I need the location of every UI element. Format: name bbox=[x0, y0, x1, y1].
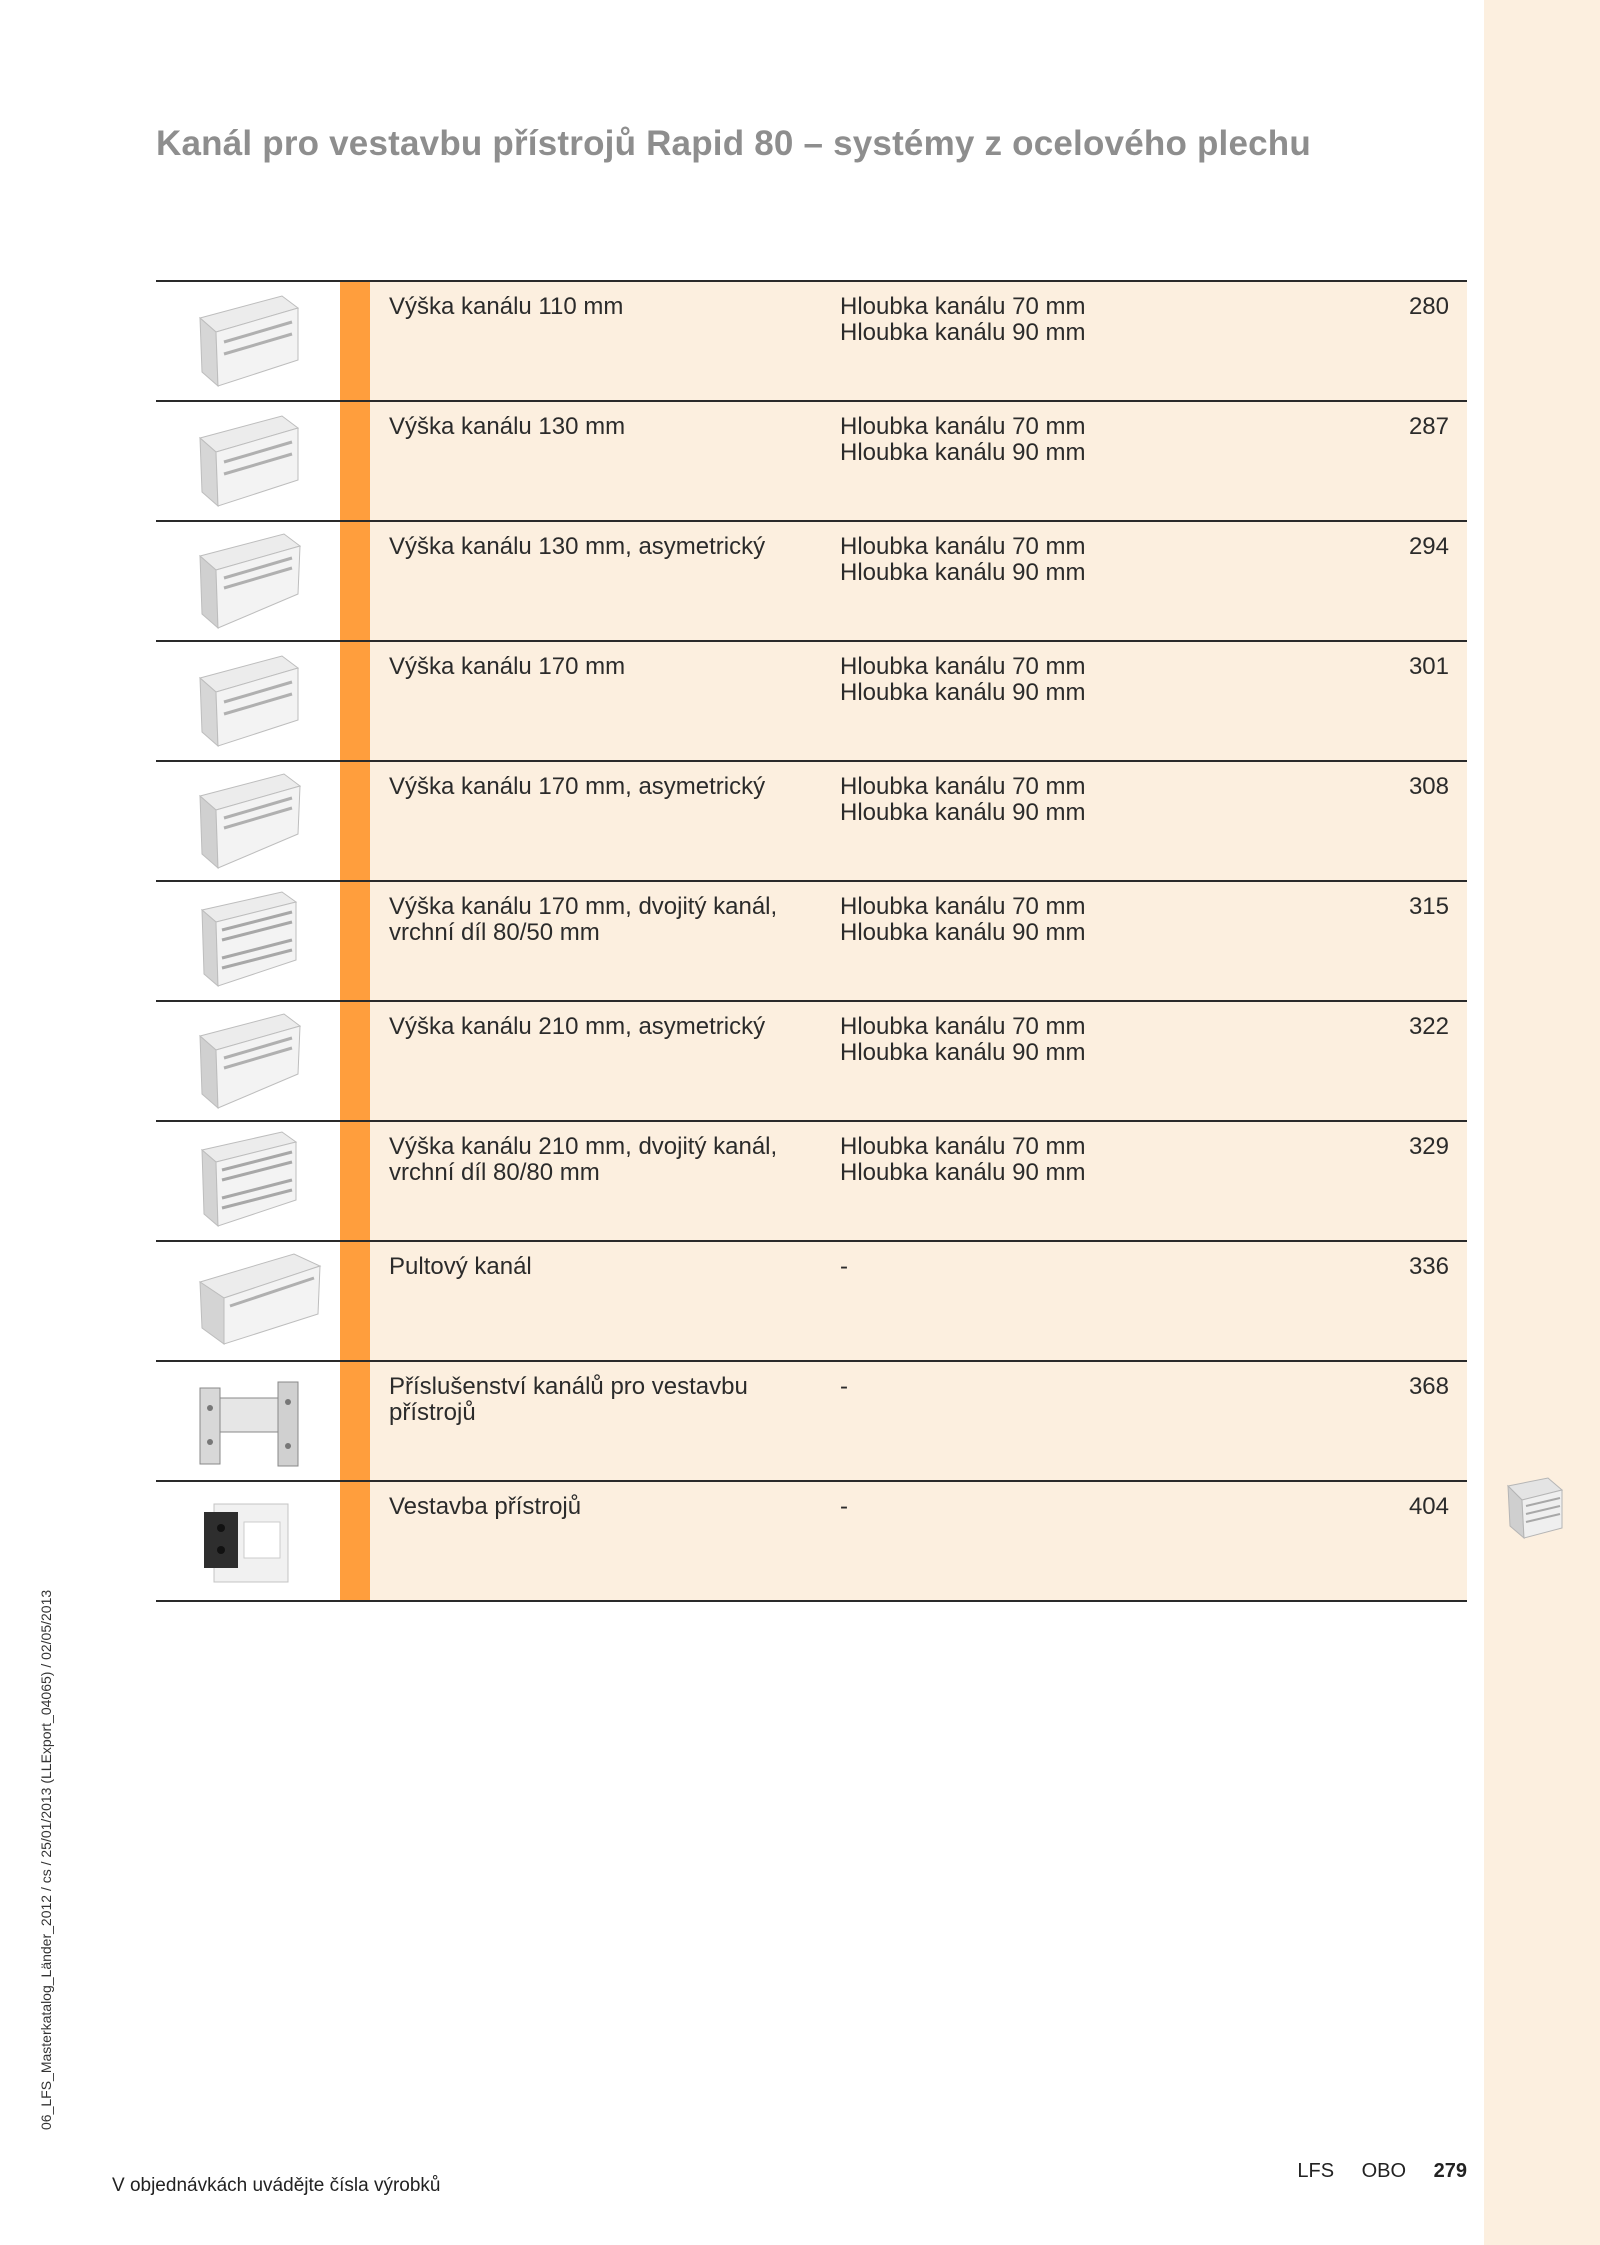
table-row bbox=[156, 760, 1467, 880]
table-row bbox=[156, 1120, 1467, 1240]
print-metadata: 06_LFS_Masterkatalog_Länder_2012 / cs / 25/01/2013 (LLExport_04065) / 02/05/2013 bbox=[38, 1589, 54, 2130]
row-depth bbox=[840, 654, 1220, 706]
row-description: Příslušenství kanálů pro vestavbu přístrojů bbox=[389, 1373, 748, 1426]
row-depth-1: - bbox=[840, 1493, 848, 1520]
row-depth bbox=[840, 1254, 1220, 1280]
accent-bar bbox=[340, 882, 370, 1000]
row-page-link[interactable]: 287 bbox=[1408, 413, 1449, 440]
row-description: Výška kanálu 130 mm, asymetrický bbox=[389, 533, 766, 560]
accent-bar bbox=[340, 1002, 370, 1120]
accent-bar bbox=[340, 522, 370, 640]
accent-bar bbox=[340, 1482, 370, 1600]
table-row bbox=[156, 1000, 1467, 1120]
accent-bar bbox=[340, 762, 370, 880]
row-depth-2: Hloubka kanálu 90 mm bbox=[840, 1159, 1086, 1186]
row-depth-2: Hloubka kanálu 90 mm bbox=[840, 679, 1086, 706]
duct-asymmetric-icon bbox=[156, 762, 340, 880]
duct-icon bbox=[156, 402, 340, 520]
accent-bar bbox=[340, 1122, 370, 1240]
row-depth bbox=[840, 1134, 1220, 1186]
row-depth-1: - bbox=[840, 1253, 848, 1280]
page-title: Kanál pro vestavbu přístrojů Rapid 80 – systémy z ocelového plechu bbox=[156, 124, 1311, 163]
footer-note: V objednávkách uvádějte čísla výrobků bbox=[112, 2175, 441, 2196]
row-depth-2: Hloubka kanálu 90 mm bbox=[840, 1039, 1086, 1066]
row-depth-1: Hloubka kanálu 70 mm bbox=[840, 1013, 1086, 1040]
accent-bar bbox=[340, 282, 370, 400]
table-row bbox=[156, 280, 1467, 400]
row-depth-2: Hloubka kanálu 90 mm bbox=[840, 559, 1086, 586]
row-depth bbox=[840, 414, 1220, 466]
row-page-link[interactable]: 404 bbox=[1408, 1493, 1449, 1520]
table-row bbox=[156, 520, 1467, 640]
table-row bbox=[156, 1480, 1467, 1602]
row-depth bbox=[840, 534, 1220, 586]
row-page-link[interactable]: 336 bbox=[1408, 1253, 1449, 1280]
row-depth bbox=[840, 774, 1220, 826]
desk-duct-icon bbox=[156, 1242, 340, 1360]
duct-section-icon bbox=[1504, 1476, 1566, 1540]
row-page-link[interactable]: 301 bbox=[1408, 653, 1449, 680]
row-depth bbox=[840, 894, 1220, 946]
row-depth-1: Hloubka kanálu 70 mm bbox=[840, 773, 1086, 800]
socket-insert-icon bbox=[156, 1482, 340, 1600]
row-description: Výška kanálu 110 mm bbox=[389, 293, 624, 320]
table-row bbox=[156, 1240, 1467, 1360]
row-description: Výška kanálu 170 mm, dvojitý kanál, vrchní díl 80/50 mm bbox=[389, 893, 778, 946]
accent-bar bbox=[340, 402, 370, 520]
page-number: 279 bbox=[1433, 2160, 1467, 2182]
row-description: Výška kanálu 130 mm bbox=[389, 413, 626, 440]
row-depth-1: Hloubka kanálu 70 mm bbox=[840, 293, 1086, 320]
row-depth-1: Hloubka kanálu 70 mm bbox=[840, 533, 1086, 560]
double-duct-icon bbox=[156, 882, 340, 1000]
row-depth-1: Hloubka kanálu 70 mm bbox=[840, 413, 1086, 440]
footer-brand-lfs: LFS bbox=[1297, 2160, 1335, 2182]
accent-bar bbox=[340, 642, 370, 760]
row-depth bbox=[840, 1014, 1220, 1066]
duct-icon bbox=[156, 282, 340, 400]
row-page-link[interactable]: 294 bbox=[1408, 533, 1449, 560]
duct-asymmetric-icon bbox=[156, 522, 340, 640]
footer-brand-obo: OBO bbox=[1361, 2160, 1407, 2182]
row-depth-1: Hloubka kanálu 70 mm bbox=[840, 893, 1086, 920]
duct-asymmetric-icon bbox=[156, 1002, 340, 1120]
table-row bbox=[156, 1360, 1467, 1480]
row-description: Výška kanálu 210 mm, dvojitý kanál, vrchní díl 80/80 mm bbox=[389, 1133, 778, 1186]
row-page-link[interactable]: 280 bbox=[1408, 293, 1449, 320]
row-page-link[interactable]: 308 bbox=[1408, 773, 1449, 800]
accent-bar bbox=[340, 1362, 370, 1480]
row-page-link[interactable]: 322 bbox=[1408, 1013, 1449, 1040]
row-page-link[interactable]: 315 bbox=[1408, 893, 1449, 920]
table-row bbox=[156, 880, 1467, 1000]
row-depth-2: Hloubka kanálu 90 mm bbox=[840, 319, 1086, 346]
duct-icon bbox=[156, 642, 340, 760]
row-depth-1: Hloubka kanálu 70 mm bbox=[840, 653, 1086, 680]
table-row bbox=[156, 400, 1467, 520]
row-description: Výška kanálu 210 mm, asymetrický bbox=[389, 1013, 766, 1040]
accent-bar bbox=[340, 1242, 370, 1360]
footer-brand bbox=[1275, 2160, 1467, 2183]
row-depth-2: Hloubka kanálu 90 mm bbox=[840, 799, 1086, 826]
row-page-link[interactable]: 368 bbox=[1408, 1373, 1449, 1400]
row-depth-1: - bbox=[840, 1373, 848, 1400]
row-depth bbox=[840, 294, 1220, 346]
row-depth bbox=[840, 1494, 1220, 1520]
table-row bbox=[156, 640, 1467, 760]
product-table bbox=[156, 280, 1467, 1602]
double-duct-icon bbox=[156, 1122, 340, 1240]
row-depth-2: Hloubka kanálu 90 mm bbox=[840, 439, 1086, 466]
row-description: Vestavba přístrojů bbox=[389, 1493, 582, 1520]
side-band bbox=[1484, 0, 1600, 2245]
row-description: Pultový kanál bbox=[389, 1253, 532, 1280]
row-depth bbox=[840, 1374, 1220, 1400]
row-depth-1: Hloubka kanálu 70 mm bbox=[840, 1133, 1086, 1160]
row-depth-2: Hloubka kanálu 90 mm bbox=[840, 919, 1086, 946]
row-description: Výška kanálu 170 mm, asymetrický bbox=[389, 773, 766, 800]
row-page-link[interactable]: 329 bbox=[1408, 1133, 1449, 1160]
row-description: Výška kanálu 170 mm bbox=[389, 653, 626, 680]
bracket-accessory-icon bbox=[156, 1362, 340, 1480]
